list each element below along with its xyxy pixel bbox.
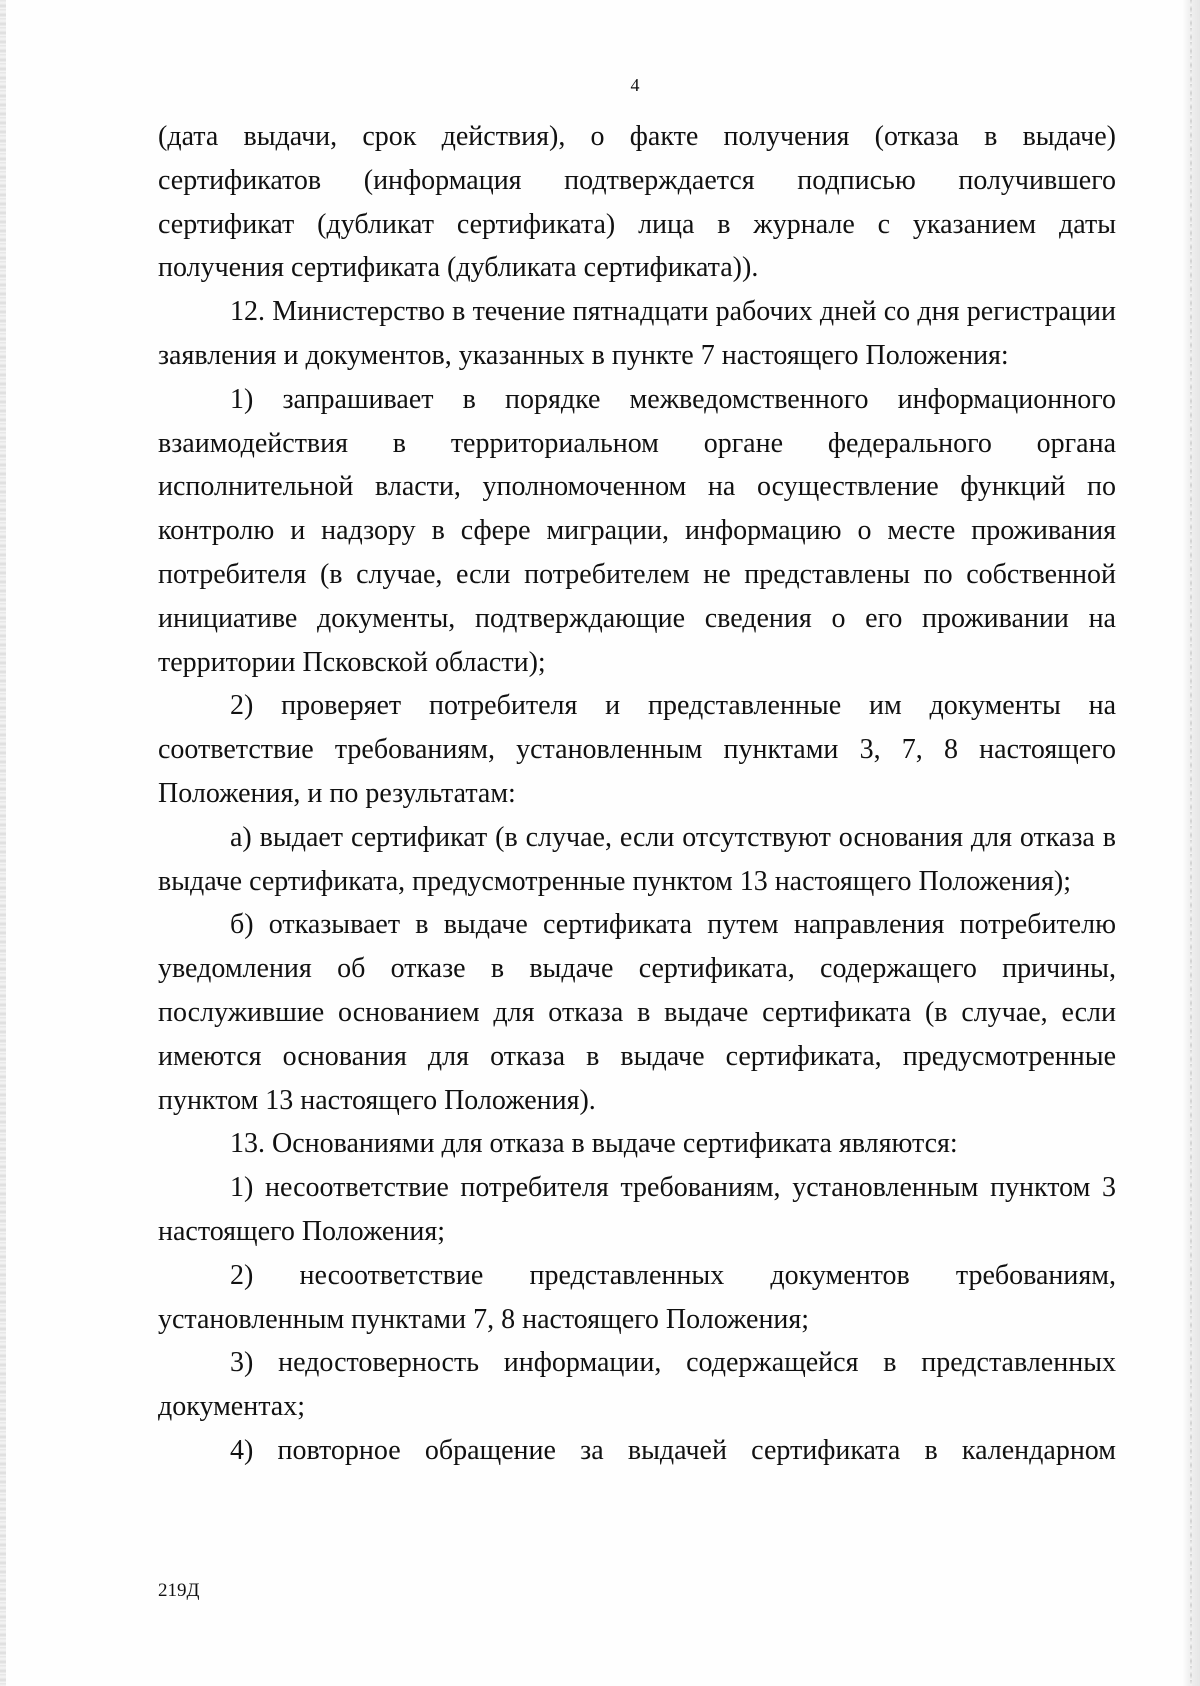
paragraph-item-12-2-b: б) отказывает в выдаче сертификата путем направления потребителю уведомления об отказе в выдаче сертификата, содержащего причины, послужившие основанием для отказа в выдаче сертификата (в случае, если имеются основания для отказа в выдаче сертификата, предусмотренные пунктом 13 настоящего Положения).: [158, 909, 1116, 1116]
paragraph-continuation: (дата выдачи, срок действия), о факте получения (отказа в выдаче) сертификатов (информация подтверждается подписью получившего сертификат (дубликат сертификата) лица в журнале с указанием даты получения сертификата (дубликата сертификата)).: [158, 121, 1116, 284]
paragraph-item-12: 12. Министерство в течение пятнадцати рабочих дней со дня регистрации заявления и документов, указанных в пункте 7 настоящего Положения:: [158, 296, 1116, 371]
document-body: [158, 115, 1116, 1473]
document-code: 219Д: [158, 1580, 200, 1601]
paragraph-item-13-1: 1) несоответствие потребителя требованиям, установленным пунктом 3 настоящего Положения;: [158, 1172, 1116, 1247]
paragraph-item-12-1: 1) запрашивает в порядке межведомственного информационного взаимодействия в территориальном органе федерального органа исполнительной власти, уполномоченном на осуществление функций по контролю и надзору в сфере миграции, информацию о месте проживания потребителя (в случае, если потребителем не представлены по собственной инициативе документы, подтверждающие сведения о его проживании на территории Псковской области);: [158, 383, 1116, 678]
scan-edge-left: [0, 0, 6, 1686]
page-number: 4: [630, 75, 640, 95]
paragraph-item-13-2: 2) несоответствие представленных документов требованиям, установленным пунктами 7, 8 настоящего Положения;: [158, 1259, 1116, 1335]
paragraph-item-13-4: 4) повторное обращение за выдачей сертификата в календарном: [230, 1434, 1116, 1466]
paragraph-item-12-2: 2) проверяет потребителя и представленные им документы на соответствие требованиям, установленным пунктами 3, 7, 8 настоящего Положения, и по результатам:: [158, 690, 1116, 809]
scan-edge-right: [1182, 0, 1200, 1686]
paragraph-item-12-2-a: а) выдает сертификат (в случае, если отсутствуют основания для отказа в выдаче сертификата, предусмотренные пунктом 13 настоящего Положения);: [158, 821, 1116, 897]
paragraph-item-13: 13. Основаниями для отказа в выдаче сертификата являются:: [230, 1128, 958, 1160]
paragraph-item-13-3: 3) недостоверность информации, содержащейся в представленных документах;: [158, 1347, 1116, 1423]
